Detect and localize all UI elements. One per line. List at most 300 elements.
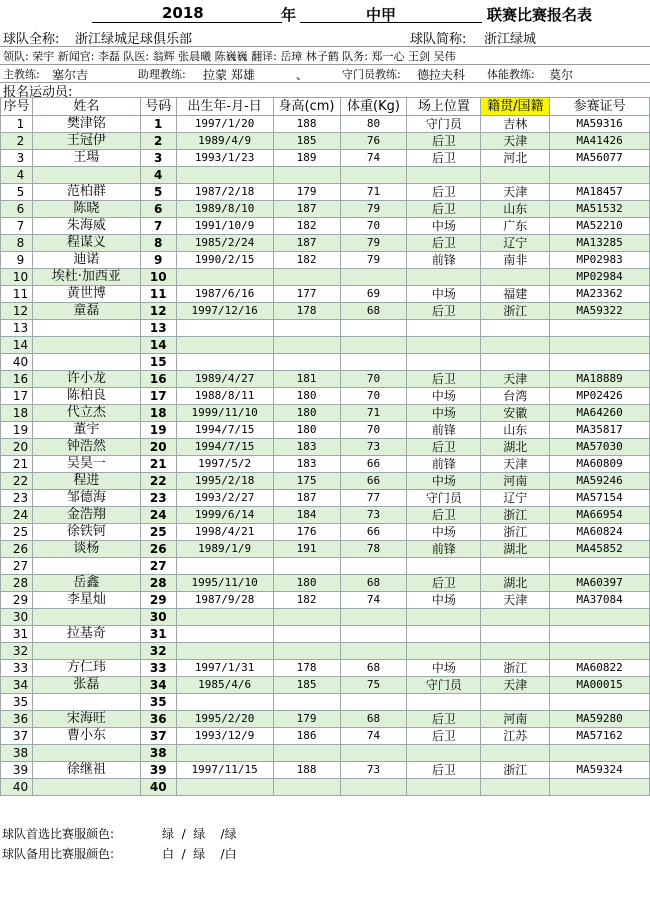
team-full-name-label: 球队全称: <box>3 32 60 47</box>
cell-height: 183 <box>273 456 340 473</box>
col-header-license: 参赛证号 <box>550 98 650 116</box>
cell-license: MP02983 <box>550 252 650 269</box>
cell-weight: 68 <box>340 575 407 592</box>
cell-weight: 68 <box>340 660 407 677</box>
cell-position <box>407 167 481 184</box>
cell-license: MA60822 <box>550 660 650 677</box>
cell-name <box>32 779 140 796</box>
cell-height: 185 <box>273 133 340 150</box>
cell-number: 4 <box>140 167 176 184</box>
cell-index: 12 <box>1 303 33 320</box>
cell-number: 22 <box>140 473 176 490</box>
cell-origin: 天津 <box>481 184 550 201</box>
table-row <box>1 490 650 507</box>
cell-index: 34 <box>1 677 33 694</box>
cell-height: 176 <box>273 524 340 541</box>
cell-birthdate: 1997/1/20 <box>176 116 273 133</box>
cell-name: 谈杨 <box>32 541 140 558</box>
cell-name: 程进 <box>32 473 140 490</box>
cell-birthdate <box>176 779 273 796</box>
cell-index: 3 <box>1 150 33 167</box>
cell-birthdate: 1997/12/16 <box>176 303 273 320</box>
table-row <box>1 116 650 133</box>
cell-index: 10 <box>1 269 33 286</box>
cell-origin: 河北 <box>481 150 550 167</box>
cell-index: 25 <box>1 524 33 541</box>
cell-weight: 68 <box>340 303 407 320</box>
cell-number: 25 <box>140 524 176 541</box>
cell-name: 邹德海 <box>32 490 140 507</box>
cell-index: 29 <box>1 592 33 609</box>
cell-name: 董宇 <box>32 422 140 439</box>
cell-birthdate: 1993/12/9 <box>176 728 273 745</box>
table-row <box>1 201 650 218</box>
cell-number: 23 <box>140 490 176 507</box>
cell-license: MA45852 <box>550 541 650 558</box>
cell-position <box>407 354 481 371</box>
cell-height <box>273 558 340 575</box>
cell-birthdate: 1993/1/23 <box>176 150 273 167</box>
table-row <box>1 218 650 235</box>
cell-index: 33 <box>1 660 33 677</box>
cell-name <box>32 609 140 626</box>
cell-origin <box>481 337 550 354</box>
cell-origin: 山东 <box>481 201 550 218</box>
table-row <box>1 388 650 405</box>
cell-number: 38 <box>140 745 176 762</box>
cell-index: 20 <box>1 439 33 456</box>
cell-position: 后卫 <box>407 303 481 320</box>
cell-position: 前锋 <box>407 456 481 473</box>
cell-number: 32 <box>140 643 176 660</box>
cell-origin <box>481 694 550 711</box>
cell-origin: 广东 <box>481 218 550 235</box>
cell-index: 4 <box>1 167 33 184</box>
cell-birthdate: 1989/4/9 <box>176 133 273 150</box>
table-row <box>1 371 650 388</box>
cell-license: MA59322 <box>550 303 650 320</box>
cell-height: 186 <box>273 728 340 745</box>
cell-birthdate: 1995/2/18 <box>176 473 273 490</box>
cell-weight: 66 <box>340 473 407 490</box>
cell-index: 36 <box>1 711 33 728</box>
cell-birthdate: 1989/4/27 <box>176 371 273 388</box>
cell-birthdate <box>176 337 273 354</box>
cell-height: 187 <box>273 235 340 252</box>
cell-index: 39 <box>1 762 33 779</box>
table-row <box>1 439 650 456</box>
cell-name: 吴昊一 <box>32 456 140 473</box>
table-row <box>1 541 650 558</box>
divider <box>0 64 650 65</box>
cell-weight <box>340 558 407 575</box>
cell-index: 32 <box>1 643 33 660</box>
cell-license <box>550 337 650 354</box>
cell-number: 17 <box>140 388 176 405</box>
cell-height: 182 <box>273 592 340 609</box>
assistant-coaches: 拉蒙 郑雄 <box>203 68 255 82</box>
table-row <box>1 677 650 694</box>
cell-weight <box>340 694 407 711</box>
cell-index: 27 <box>1 558 33 575</box>
cell-weight: 73 <box>340 439 407 456</box>
cell-weight <box>340 745 407 762</box>
team-row <box>0 28 650 46</box>
backup-kit-colors: 白 / 绿 /白 <box>162 847 237 861</box>
cell-position <box>407 626 481 643</box>
cell-position: 后卫 <box>407 711 481 728</box>
primary-kit-label: 球队首选比赛服颜色: <box>2 827 115 841</box>
cell-origin: 山东 <box>481 422 550 439</box>
cell-number: 7 <box>140 218 176 235</box>
table-row <box>1 507 650 524</box>
cell-birthdate: 1993/2/27 <box>176 490 273 507</box>
cell-license: MA41426 <box>550 133 650 150</box>
coach-row <box>0 66 650 82</box>
cell-position: 后卫 <box>407 235 481 252</box>
cell-index: 22 <box>1 473 33 490</box>
cell-number: 29 <box>140 592 176 609</box>
cell-origin: 天津 <box>481 592 550 609</box>
cell-origin: 天津 <box>481 371 550 388</box>
cell-origin: 浙江 <box>481 660 550 677</box>
cell-height: 188 <box>273 762 340 779</box>
cell-position <box>407 745 481 762</box>
cell-index: 40 <box>1 354 33 371</box>
cell-birthdate: 1988/8/11 <box>176 388 273 405</box>
cell-height: 188 <box>273 116 340 133</box>
cell-number: 31 <box>140 626 176 643</box>
cell-birthdate <box>176 694 273 711</box>
cell-index: 1 <box>1 116 33 133</box>
cell-license: MA23362 <box>550 286 650 303</box>
cell-weight: 69 <box>340 286 407 303</box>
cell-number: 30 <box>140 609 176 626</box>
cell-weight: 66 <box>340 456 407 473</box>
year-underline <box>92 22 282 23</box>
cell-birthdate: 1994/7/15 <box>176 439 273 456</box>
cell-index: 14 <box>1 337 33 354</box>
gk-coach: 德拉夫科 <box>417 68 466 82</box>
cell-name: 拉基奇 <box>32 626 140 643</box>
cell-origin: 天津 <box>481 677 550 694</box>
cell-name: 方仁玮 <box>32 660 140 677</box>
cell-position: 前锋 <box>407 422 481 439</box>
cell-index: 19 <box>1 422 33 439</box>
table-row <box>1 711 650 728</box>
cell-weight: 70 <box>340 388 407 405</box>
cell-license <box>550 694 650 711</box>
table-row <box>1 558 650 575</box>
cell-license <box>550 558 650 575</box>
table-row <box>1 303 650 320</box>
cell-name: 樊津铭 <box>32 116 140 133</box>
cell-index: 11 <box>1 286 33 303</box>
fitness-coach-label: 体能教练: <box>487 68 535 81</box>
cell-weight: 71 <box>340 405 407 422</box>
cell-weight: 74 <box>340 592 407 609</box>
cell-license: MA18889 <box>550 371 650 388</box>
cell-license: MA57162 <box>550 728 650 745</box>
cell-name: 岳鑫 <box>32 575 140 592</box>
cell-height: 179 <box>273 184 340 201</box>
cell-position: 中场 <box>407 524 481 541</box>
col-header-position: 场上位置 <box>407 98 481 116</box>
cell-weight: 70 <box>340 422 407 439</box>
cell-position: 中场 <box>407 473 481 490</box>
cell-height: 180 <box>273 575 340 592</box>
cell-position: 中场 <box>407 592 481 609</box>
table-row <box>1 745 650 762</box>
cell-name: 范柏群 <box>32 184 140 201</box>
head-coach: 塞尔吉 <box>52 68 89 82</box>
table-row <box>1 184 650 201</box>
cell-license: MA59280 <box>550 711 650 728</box>
cell-name: 李星灿 <box>32 592 140 609</box>
cell-license: MA59246 <box>550 473 650 490</box>
cell-name: 王瑒 <box>32 150 140 167</box>
staff-row <box>0 48 650 64</box>
cell-weight <box>340 167 407 184</box>
cell-height: 178 <box>273 303 340 320</box>
cell-height <box>273 643 340 660</box>
cell-index: 16 <box>1 371 33 388</box>
cell-number: 8 <box>140 235 176 252</box>
cell-number: 18 <box>140 405 176 422</box>
cell-origin <box>481 558 550 575</box>
cell-height: 175 <box>273 473 340 490</box>
cell-position <box>407 609 481 626</box>
cell-position: 后卫 <box>407 575 481 592</box>
cell-license: MA60397 <box>550 575 650 592</box>
cell-height: 185 <box>273 677 340 694</box>
cell-index: 26 <box>1 541 33 558</box>
cell-index: 23 <box>1 490 33 507</box>
table-row <box>1 252 650 269</box>
table-row <box>1 592 650 609</box>
table-row <box>1 728 650 745</box>
cell-name: 徐铁钶 <box>32 524 140 541</box>
cell-index: 24 <box>1 507 33 524</box>
cell-position: 后卫 <box>407 150 481 167</box>
cell-number: 28 <box>140 575 176 592</box>
cell-weight <box>340 337 407 354</box>
cell-birthdate: 1995/11/10 <box>176 575 273 592</box>
cell-position <box>407 337 481 354</box>
cell-origin <box>481 320 550 337</box>
cell-weight: 68 <box>340 711 407 728</box>
cell-license <box>550 643 650 660</box>
cell-name <box>32 320 140 337</box>
table-row <box>1 354 650 371</box>
cell-name: 宋海旺 <box>32 711 140 728</box>
cell-position: 后卫 <box>407 201 481 218</box>
cell-index: 30 <box>1 609 33 626</box>
cell-number: 40 <box>140 779 176 796</box>
cell-index: 8 <box>1 235 33 252</box>
cell-position: 后卫 <box>407 371 481 388</box>
cell-number: 16 <box>140 371 176 388</box>
fitness-coach: 莫尔 <box>549 68 574 82</box>
title-year: 2018 <box>162 4 204 22</box>
cell-license: MA37084 <box>550 592 650 609</box>
cell-name: 陈晓 <box>32 201 140 218</box>
cell-birthdate: 1999/11/10 <box>176 405 273 422</box>
cell-license: MA59324 <box>550 762 650 779</box>
cell-name <box>32 354 140 371</box>
cell-birthdate: 1995/2/20 <box>176 711 273 728</box>
cell-weight <box>340 643 407 660</box>
cell-weight: 76 <box>340 133 407 150</box>
cell-position: 前锋 <box>407 541 481 558</box>
cell-number: 21 <box>140 456 176 473</box>
cell-origin: 湖北 <box>481 541 550 558</box>
cell-position: 后卫 <box>407 439 481 456</box>
table-row <box>1 150 650 167</box>
cell-birthdate <box>176 609 273 626</box>
cell-height: 180 <box>273 405 340 422</box>
cell-birthdate: 1987/2/18 <box>176 184 273 201</box>
table-row <box>1 269 650 286</box>
cell-license: MP02426 <box>550 388 650 405</box>
cell-name: 朱海威 <box>32 218 140 235</box>
cell-number: 6 <box>140 201 176 218</box>
cell-height: 187 <box>273 201 340 218</box>
col-header-name: 姓名 <box>32 98 140 116</box>
cell-name <box>32 167 140 184</box>
cell-index: 18 <box>1 405 33 422</box>
cell-origin: 吉林 <box>481 116 550 133</box>
cell-license: MP02984 <box>550 269 650 286</box>
cell-birthdate: 1985/2/24 <box>176 235 273 252</box>
cell-license <box>550 167 650 184</box>
assistant-separator: 、 <box>296 68 309 82</box>
cell-name: 王冠伊 <box>32 133 140 150</box>
cell-index: 21 <box>1 456 33 473</box>
cell-name <box>32 337 140 354</box>
cell-birthdate <box>176 354 273 371</box>
cell-origin: 福建 <box>481 286 550 303</box>
cell-license: MA66954 <box>550 507 650 524</box>
cell-position: 后卫 <box>407 133 481 150</box>
cell-origin: 浙江 <box>481 507 550 524</box>
cell-number: 33 <box>140 660 176 677</box>
cell-birthdate: 1999/6/14 <box>176 507 273 524</box>
cell-index: 40 <box>1 779 33 796</box>
cell-height <box>273 337 340 354</box>
cell-license: MA00015 <box>550 677 650 694</box>
table-row <box>1 422 650 439</box>
cell-license: MA52210 <box>550 218 650 235</box>
title-suffix: 联赛比赛报名表 <box>487 6 593 24</box>
cell-name <box>32 558 140 575</box>
cell-origin: 天津 <box>481 133 550 150</box>
cell-number: 11 <box>140 286 176 303</box>
cell-height: 180 <box>273 388 340 405</box>
cell-birthdate: 1985/4/6 <box>176 677 273 694</box>
col-header-birthdate: 出生年-月-日 <box>176 98 273 116</box>
table-row <box>1 235 650 252</box>
cell-weight: 78 <box>340 541 407 558</box>
cell-number: 39 <box>140 762 176 779</box>
cell-origin <box>481 354 550 371</box>
cell-license <box>550 320 650 337</box>
cell-weight <box>340 269 407 286</box>
table-row <box>1 405 650 422</box>
cell-weight <box>340 779 407 796</box>
cell-height <box>273 694 340 711</box>
cell-weight <box>340 354 407 371</box>
col-header-weight: 体重(Kg) <box>340 98 407 116</box>
cell-number: 14 <box>140 337 176 354</box>
cell-birthdate <box>176 558 273 575</box>
cell-license: MA51532 <box>550 201 650 218</box>
cell-name: 许小龙 <box>32 371 140 388</box>
cell-number: 20 <box>140 439 176 456</box>
cell-birthdate: 1997/5/2 <box>176 456 273 473</box>
title-year-unit: 年 <box>281 6 297 24</box>
cell-origin: 湖北 <box>481 575 550 592</box>
table-row <box>1 524 650 541</box>
cell-name <box>32 745 140 762</box>
cell-origin: 河南 <box>481 473 550 490</box>
cell-origin <box>481 609 550 626</box>
cell-position: 中场 <box>407 388 481 405</box>
cell-number: 3 <box>140 150 176 167</box>
cell-position <box>407 779 481 796</box>
cell-name: 童磊 <box>32 303 140 320</box>
cell-weight: 79 <box>340 201 407 218</box>
assistant-label: 助理教练: <box>138 68 186 81</box>
cell-origin <box>481 269 550 286</box>
table-row <box>1 456 650 473</box>
cell-height: 182 <box>273 252 340 269</box>
head-coach-label: 主教练: <box>3 68 40 81</box>
cell-position <box>407 269 481 286</box>
cell-birthdate <box>176 643 273 660</box>
primary-kit-row <box>2 825 237 842</box>
cell-license: MA60809 <box>550 456 650 473</box>
table-row <box>1 320 650 337</box>
cell-weight: 70 <box>340 371 407 388</box>
cell-position: 守门员 <box>407 490 481 507</box>
cell-number: 37 <box>140 728 176 745</box>
cell-license: MA57154 <box>550 490 650 507</box>
cell-birthdate <box>176 745 273 762</box>
cell-position: 守门员 <box>407 116 481 133</box>
table-row <box>1 133 650 150</box>
col-header-number: 号码 <box>140 98 176 116</box>
table-row <box>1 762 650 779</box>
cell-height <box>273 320 340 337</box>
cell-birthdate: 1987/6/16 <box>176 286 273 303</box>
cell-origin: 浙江 <box>481 303 550 320</box>
table-row <box>1 575 650 592</box>
cell-position: 后卫 <box>407 762 481 779</box>
cell-height: 182 <box>273 218 340 235</box>
cell-height: 184 <box>273 507 340 524</box>
cell-license: MA13285 <box>550 235 650 252</box>
cell-index: 38 <box>1 745 33 762</box>
table-row <box>1 643 650 660</box>
cell-index: 13 <box>1 320 33 337</box>
cell-origin: 河南 <box>481 711 550 728</box>
cell-height <box>273 609 340 626</box>
primary-kit-colors: 绿 / 绿 /绿 <box>162 827 237 841</box>
cell-weight: 80 <box>340 116 407 133</box>
cell-height: 189 <box>273 150 340 167</box>
cell-weight: 79 <box>340 235 407 252</box>
